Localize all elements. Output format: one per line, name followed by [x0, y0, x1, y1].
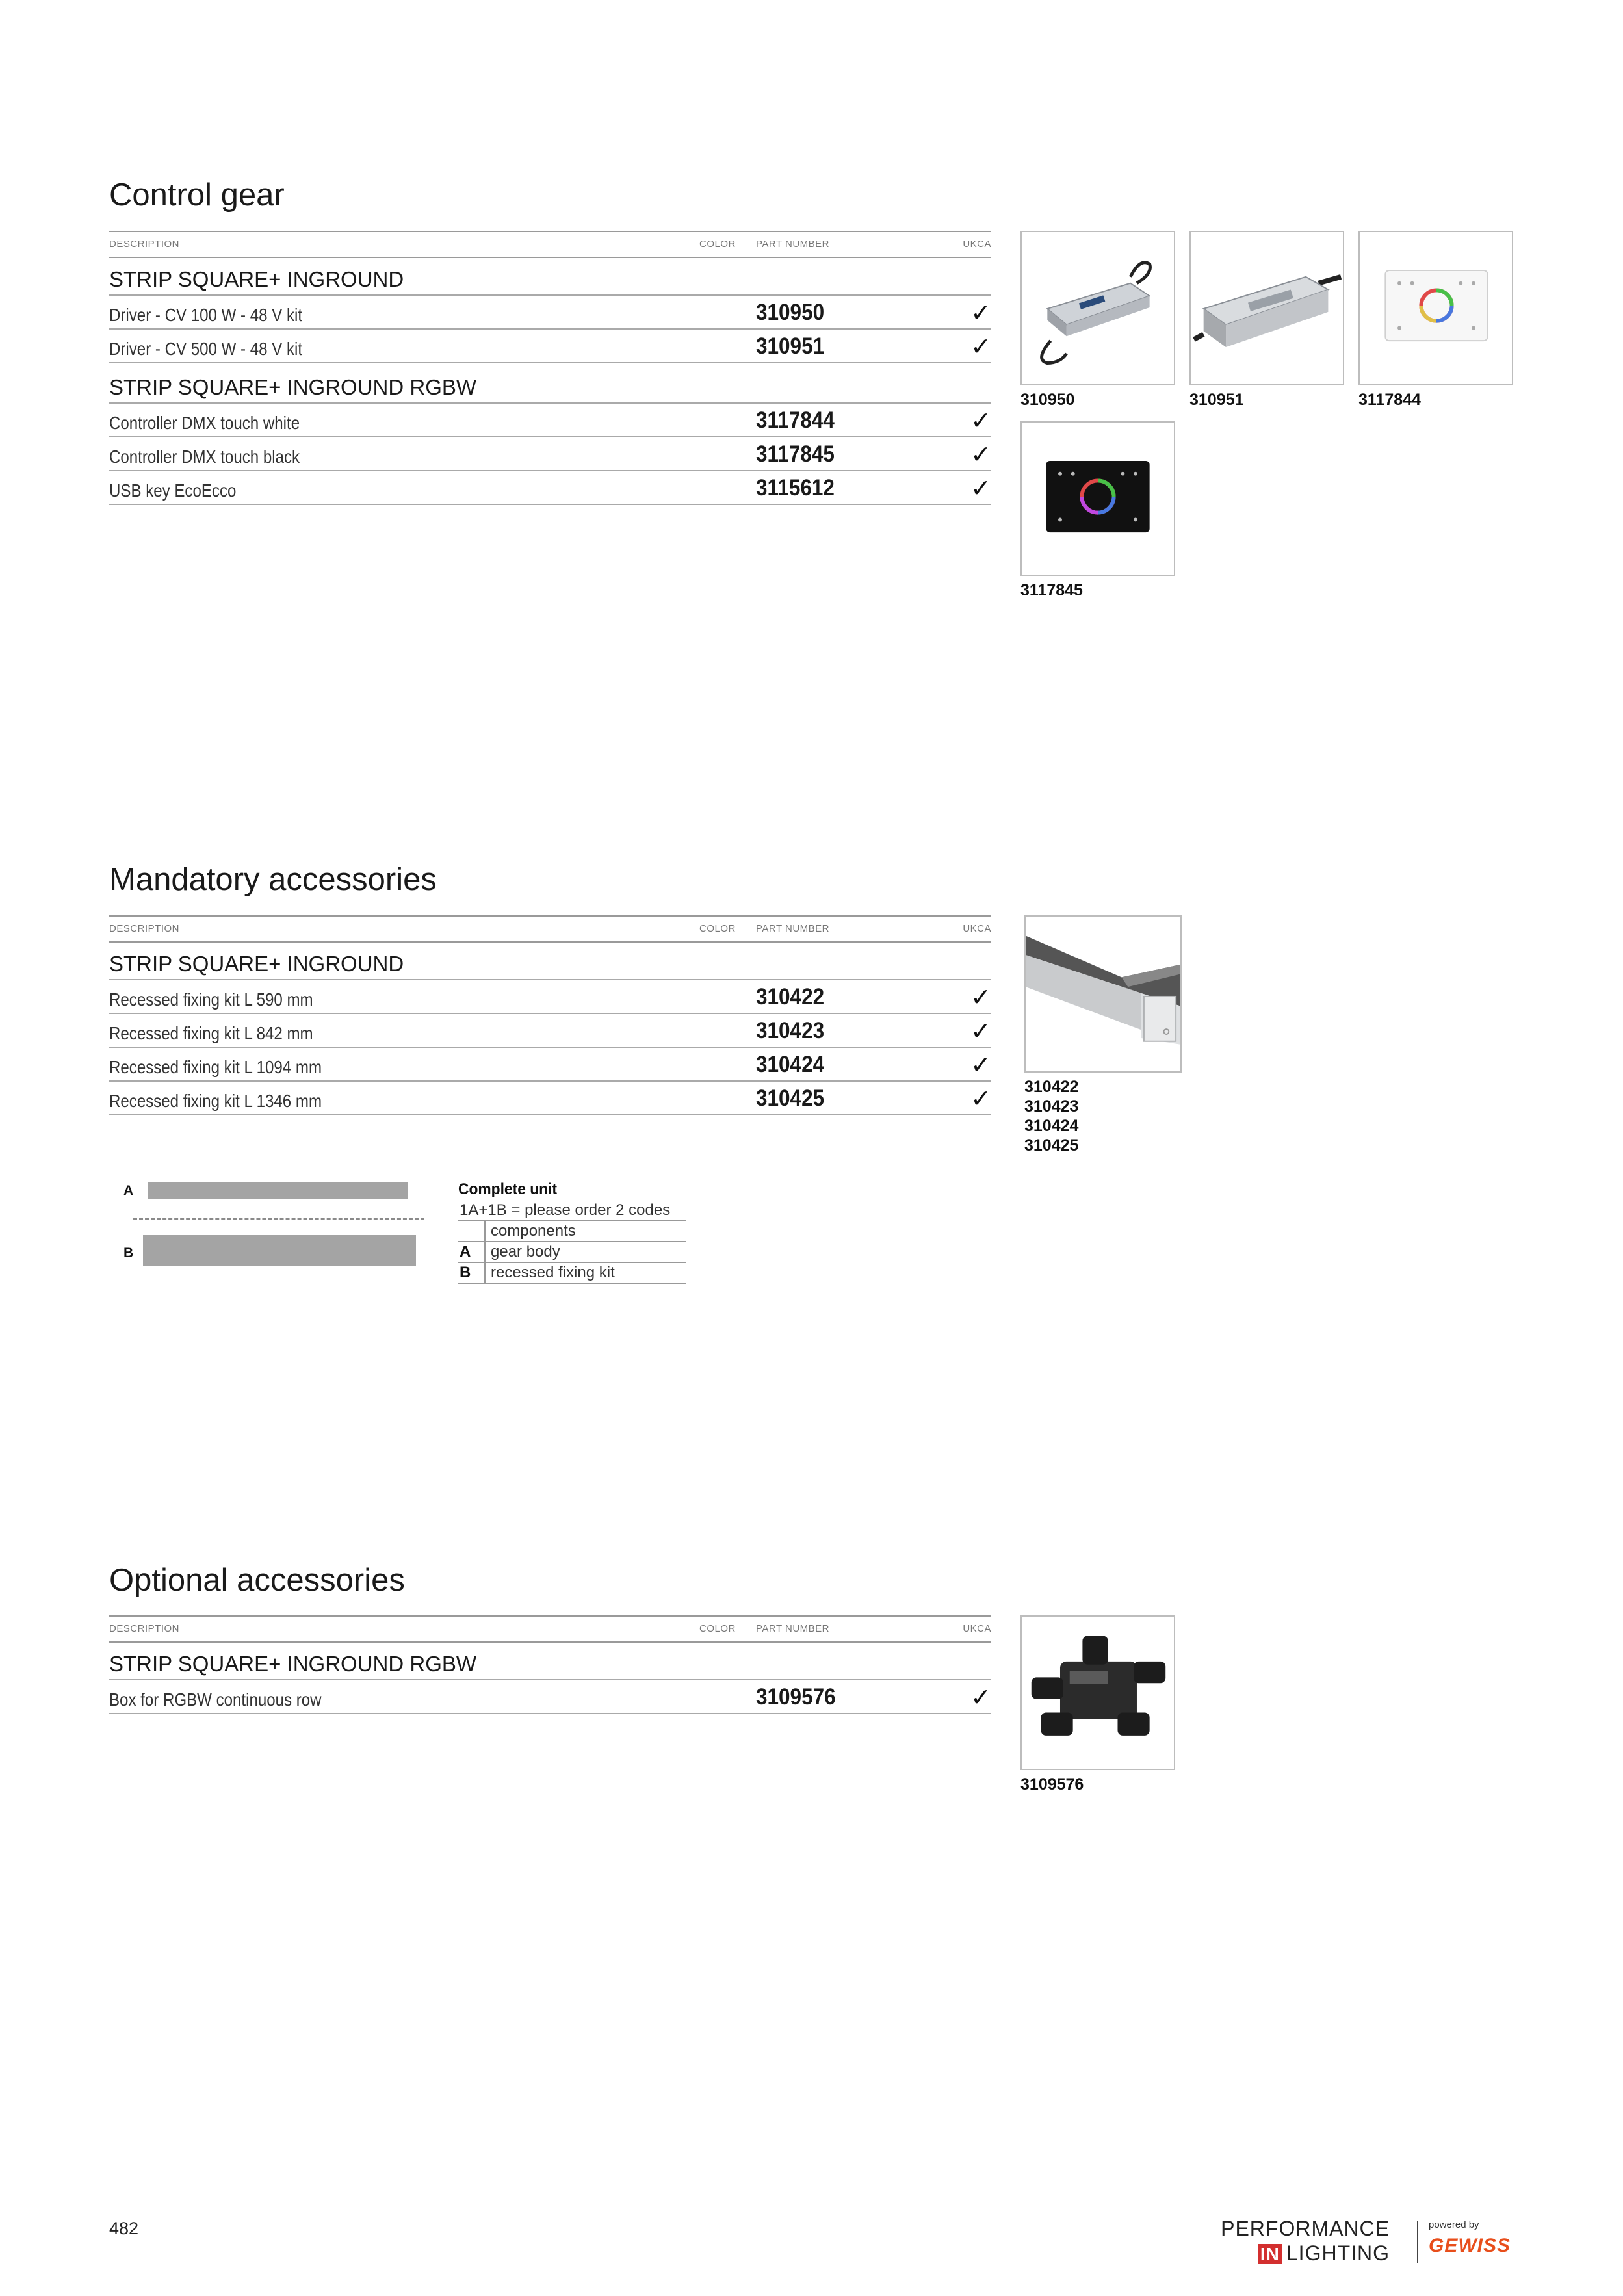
check-icon: ✓ — [970, 984, 991, 1011]
check-icon: ✓ — [970, 1052, 991, 1079]
complete-unit-legend — [458, 1179, 686, 1284]
mandatory-captions — [1024, 1077, 1078, 1155]
table-row — [109, 330, 991, 363]
optional-accessories-table — [109, 1615, 991, 1714]
unit-value-b: recessed fixing kit — [484, 1263, 615, 1283]
mandatory-accessories-table — [109, 915, 991, 1115]
brand-lighting: LIGHTING — [1286, 2241, 1390, 2265]
group-label: STRIP SQUARE+ INGROUND — [109, 952, 404, 976]
fixing-kit-bar — [143, 1235, 416, 1266]
image-caption: 3117844 — [1358, 391, 1421, 409]
row-part-number: 310951 — [756, 333, 825, 359]
check-icon: ✓ — [970, 441, 991, 469]
page-number: 482 — [109, 2219, 139, 2238]
row-part-number: 310425 — [756, 1086, 825, 1111]
header-description: DESCRIPTION — [109, 1623, 180, 1634]
section-title-optional-accessories: Optional accessories — [109, 1563, 405, 1598]
group-label: STRIP SQUARE+ INGROUND RGBW — [109, 1652, 477, 1676]
row-part-number: 310950 — [756, 300, 825, 325]
header-ukca: UKCA — [963, 923, 991, 934]
header-part-number: PART NUMBER — [756, 1623, 830, 1634]
unit-key-b: B — [460, 1264, 471, 1281]
header-description: DESCRIPTION — [109, 239, 180, 250]
image-caption: 310422 — [1024, 1078, 1079, 1096]
table-row — [109, 1680, 991, 1714]
unit-value-a: gear body — [484, 1242, 560, 1262]
brand-in-lighting — [1258, 2241, 1390, 2265]
unit-row-a — [458, 1242, 686, 1263]
group-heading — [109, 943, 991, 980]
row-description: Driver - CV 100 W - 48 V kit — [109, 305, 303, 325]
image-caption: 310423 — [1024, 1097, 1079, 1115]
row-part-number: 310424 — [756, 1052, 825, 1077]
group-heading — [109, 363, 991, 404]
unit-components-label: components — [484, 1221, 576, 1241]
row-description: Recessed fixing kit L 1346 mm — [109, 1091, 322, 1111]
table-header — [109, 1615, 991, 1643]
table-row — [109, 471, 991, 505]
check-icon: ✓ — [970, 1684, 991, 1712]
table-row — [109, 296, 991, 330]
header-ukca: UKCA — [963, 239, 991, 250]
legend-letter-b: B — [123, 1246, 134, 1260]
gewiss-logo: GEWISS — [1429, 2235, 1511, 2256]
image-caption: 3109576 — [1020, 1775, 1084, 1794]
image-caption: 310424 — [1024, 1117, 1079, 1135]
row-part-number: 3115612 — [756, 475, 835, 501]
brand-performance: PERFORMANCE — [1221, 2217, 1390, 2240]
section-title-control-gear: Control gear — [109, 177, 285, 213]
row-description: Controller DMX touch white — [109, 413, 300, 433]
check-icon: ✓ — [970, 475, 991, 502]
rgbw-box-image — [1020, 1615, 1175, 1770]
row-description: USB key EcoEcco — [109, 480, 237, 501]
check-icon: ✓ — [970, 408, 991, 435]
header-ukca: UKCA — [963, 1623, 991, 1634]
row-part-number: 310422 — [756, 984, 825, 1010]
group-heading — [109, 258, 991, 296]
table-row — [109, 980, 991, 1014]
group-heading — [109, 1643, 991, 1680]
table-row — [109, 1048, 991, 1082]
unit-key-a: A — [460, 1243, 471, 1260]
row-description: Driver - CV 500 W - 48 V kit — [109, 339, 303, 359]
row-description: Box for RGBW continuous row — [109, 1689, 322, 1710]
brand-separator — [1417, 2221, 1418, 2263]
row-description: Recessed fixing kit L 1094 mm — [109, 1057, 322, 1077]
row-part-number: 3117845 — [756, 441, 835, 467]
table-row — [109, 1014, 991, 1048]
row-part-number: 310423 — [756, 1018, 825, 1043]
gear-body-bar — [148, 1182, 408, 1199]
brand-logo — [1221, 2215, 1511, 2267]
table-row — [109, 404, 991, 437]
header-color: COLOR — [699, 239, 736, 250]
group-label: STRIP SQUARE+ INGROUND — [109, 267, 404, 291]
row-description: Recessed fixing kit L 842 mm — [109, 1023, 313, 1043]
brand-powered-by: powered by — [1429, 2219, 1479, 2230]
row-part-number: 3117844 — [756, 408, 835, 433]
check-icon: ✓ — [970, 300, 991, 327]
header-description: DESCRIPTION — [109, 923, 180, 934]
table-row — [109, 1082, 991, 1115]
check-icon: ✓ — [970, 1086, 991, 1113]
control-gear-table — [109, 231, 991, 505]
row-description: Controller DMX touch black — [109, 447, 300, 467]
controller-white-image — [1358, 231, 1513, 385]
unit-row-b — [458, 1263, 686, 1284]
driver-500w-image — [1189, 231, 1344, 385]
recessed-fixing-kit-image — [1024, 915, 1182, 1073]
legend-letter-a: A — [123, 1183, 134, 1198]
header-color: COLOR — [699, 923, 736, 934]
section-title-mandatory-accessories: Mandatory accessories — [109, 862, 437, 897]
controller-black-image — [1020, 421, 1175, 576]
table-row — [109, 437, 991, 471]
image-caption: 310951 — [1189, 391, 1244, 409]
header-part-number: PART NUMBER — [756, 923, 830, 934]
table-header — [109, 915, 991, 943]
image-caption: 3117845 — [1020, 581, 1083, 599]
unit-components-row — [458, 1221, 686, 1242]
header-color: COLOR — [699, 1623, 736, 1634]
image-caption: 310425 — [1024, 1136, 1079, 1155]
group-label: STRIP SQUARE+ INGROUND RGBW — [109, 375, 477, 399]
table-header — [109, 231, 991, 258]
check-icon: ✓ — [970, 333, 991, 361]
dashed-divider — [133, 1218, 424, 1220]
row-part-number: 3109576 — [756, 1684, 836, 1710]
unit-title: Complete unit — [458, 1181, 557, 1198]
image-caption: 310950 — [1020, 391, 1075, 409]
row-description: Recessed fixing kit L 590 mm — [109, 989, 313, 1010]
header-part-number: PART NUMBER — [756, 239, 830, 250]
check-icon: ✓ — [970, 1018, 991, 1045]
unit-formula-text: 1A+1B = please order 2 codes — [460, 1201, 671, 1219]
unit-formula — [458, 1201, 686, 1221]
brand-in-badge: IN — [1258, 2244, 1282, 2264]
driver-100w-image — [1020, 231, 1175, 385]
